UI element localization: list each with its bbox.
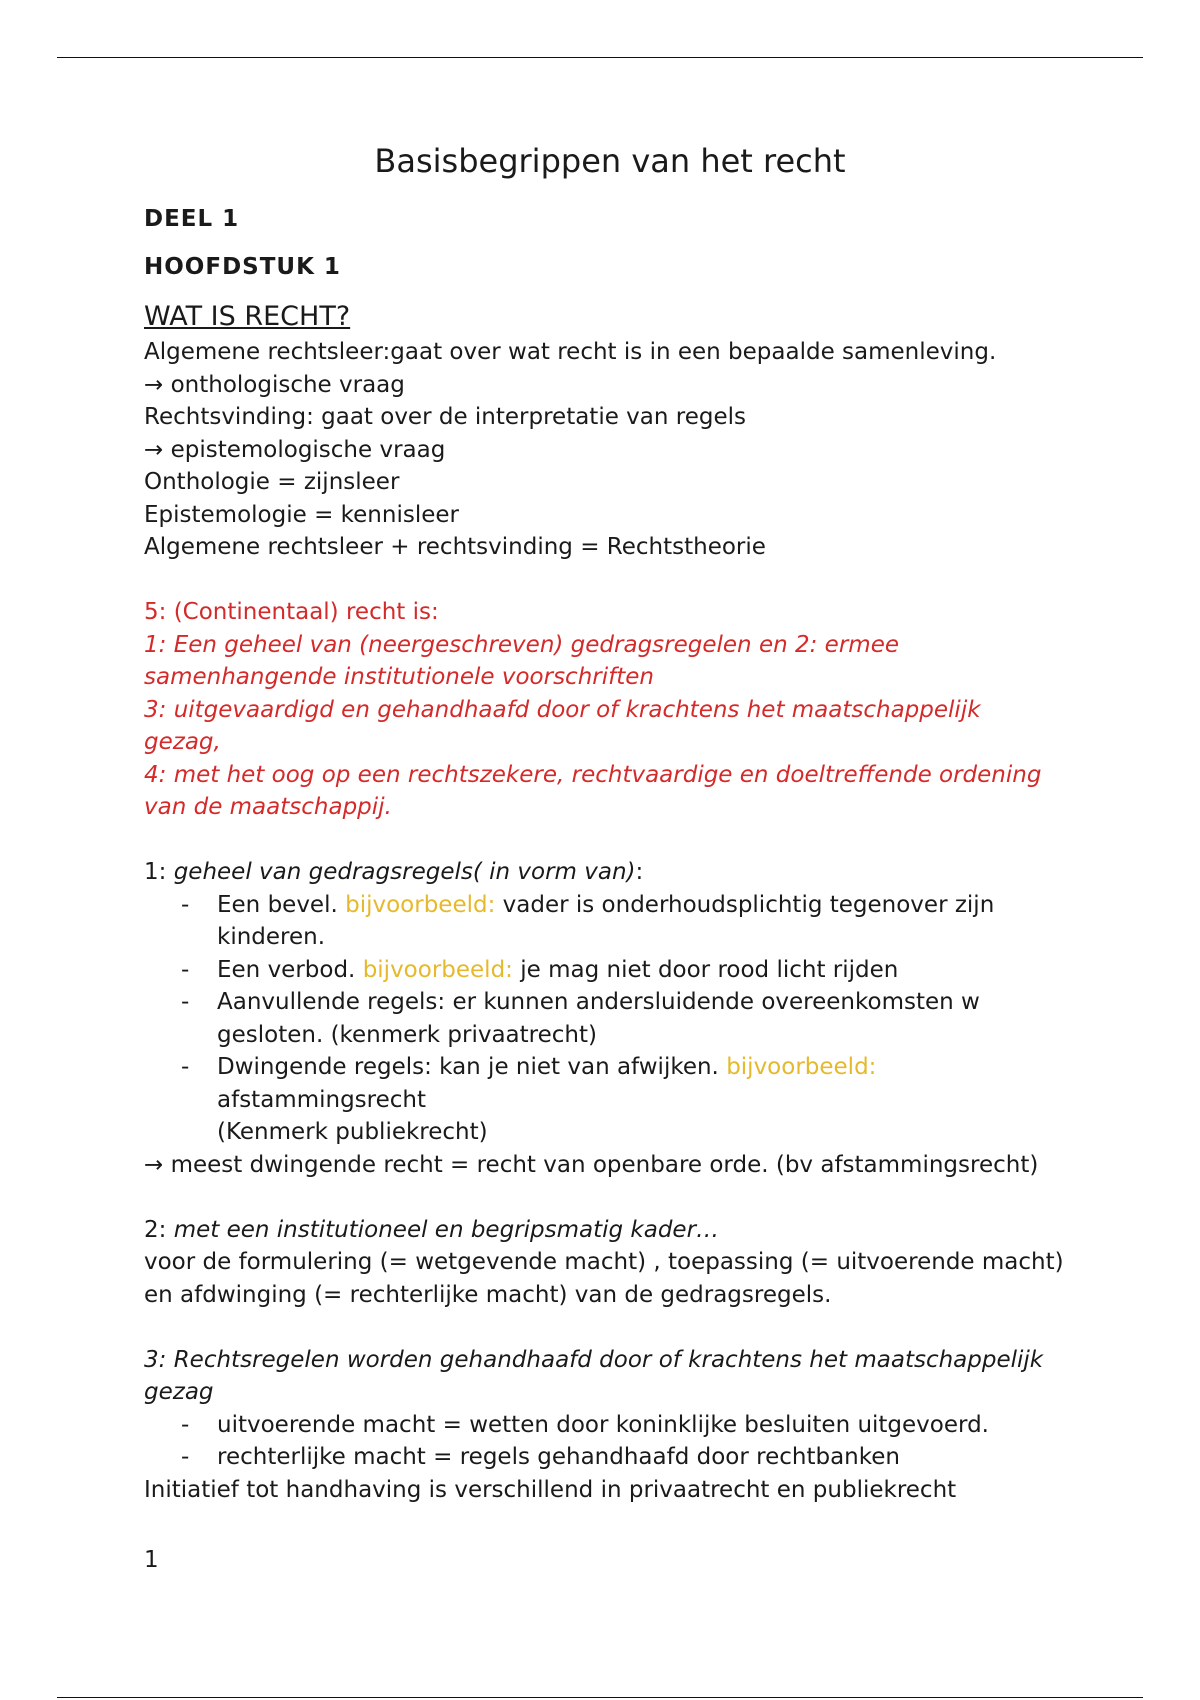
example-label: bijvoorbeeld:: [726, 1054, 877, 1080]
document-title: Basisbegrippen van het recht: [374, 142, 846, 180]
intro-block: [144, 336, 1064, 564]
definition-line: 1: Een geheel van (neergeschreven) gedragsregelen en 2: ermee samenhangende institutionele voorschriften: [144, 631, 899, 690]
intro-line: Onthologie = zijnsleer: [144, 469, 400, 495]
definition-line: 4: met het oog op een rechtszekere, rechtvaardige en doeltreffende ordening van de maatschappij.: [144, 761, 1042, 820]
top-rule: [57, 57, 1143, 58]
part-label: DEEL 1: [144, 206, 240, 232]
definition-block: [144, 596, 1064, 824]
chapter-label: HOOFDSTUK 1: [144, 254, 341, 280]
page-number: 1: [144, 1547, 159, 1573]
section-3: [144, 1344, 1064, 1507]
intro-line: Epistemologie = kennisleer: [144, 501, 459, 528]
intro-line: Algemene rechtsleer + rechtsvinding = Rechtstheorie: [144, 534, 766, 560]
section-number: 1:: [144, 859, 174, 885]
list-item: - Een verbod. bijvoorbeeld: je mag niet door rood licht rijden: [217, 954, 1064, 987]
section-2-heading: 2: met een institutioneel en begripsmatig kader…: [144, 1216, 720, 1243]
rule-type-list: [144, 889, 1064, 1149]
section-heading: WAT IS RECHT?: [144, 301, 351, 332]
section-3-heading: 3: Rechtsregelen worden gehandhaafd door of krachtens het maatschappelijk gezag: [144, 1346, 1044, 1405]
intro-line: Algemene rechtsleer:gaat over wat recht is in een bepaalde samenleving.: [144, 339, 997, 365]
example-label: bijvoorbeeld:: [345, 891, 496, 918]
intro-line: → onthologische vraag: [144, 371, 405, 398]
document-page: [144, 138, 1064, 1576]
bottom-rule: [57, 1697, 1143, 1698]
list-item: - Dwingende regels: kan je niet van afwijken. bijvoorbeeld: afstammingsrecht (Kenmerk publiekrecht): [217, 1051, 1064, 1149]
list-item: - uitvoerende macht = wetten door koninklijke besluiten uitgevoerd.: [217, 1409, 1064, 1442]
section-1: [144, 856, 1064, 1181]
section-3-note: Initiatief tot handhaving is verschillend in privaatrecht en publiekrecht: [144, 1476, 957, 1503]
section-label: geheel van gedragsregels( in vorm van): [173, 859, 636, 885]
section-2: [144, 1214, 1064, 1312]
list-item: - Een bevel. bijvoorbeeld: vader is onderhoudsplichtig tegenover zijn kinderen.: [217, 889, 1064, 954]
definition-line: 3: uitgevaardigd en gehandhaafd door of krachtens het maatschappelijk gezag,: [144, 696, 981, 755]
example-label: bijvoorbeeld:: [362, 956, 513, 983]
power-list: [144, 1409, 1064, 1474]
section-2-text: voor de formulering (= wetgevende macht) , toepassing (= uitvoerende macht) en afdwinging (= rechterlijke macht) van de gedragsregels.: [144, 1249, 1064, 1308]
section-1-note: → meest dwingende recht = recht van openbare orde. (bv afstammingsrecht): [144, 1151, 1039, 1178]
list-item: - rechterlijke macht = regels gehandhaafd door rechtbanken: [217, 1441, 1064, 1474]
section-1-heading: [144, 856, 1064, 889]
intro-line: Rechtsvinding: gaat over de interpretatie van regels: [144, 404, 746, 430]
definition-heading: 5: (Continentaal) recht is:: [144, 599, 439, 625]
colon: :: [635, 859, 644, 885]
list-item: - Aanvullende regels: er kunnen andersluidende overeenkomsten w gesloten. (kenmerk privaatrecht): [217, 986, 1064, 1051]
intro-line: → epistemologische vraag: [144, 436, 446, 463]
